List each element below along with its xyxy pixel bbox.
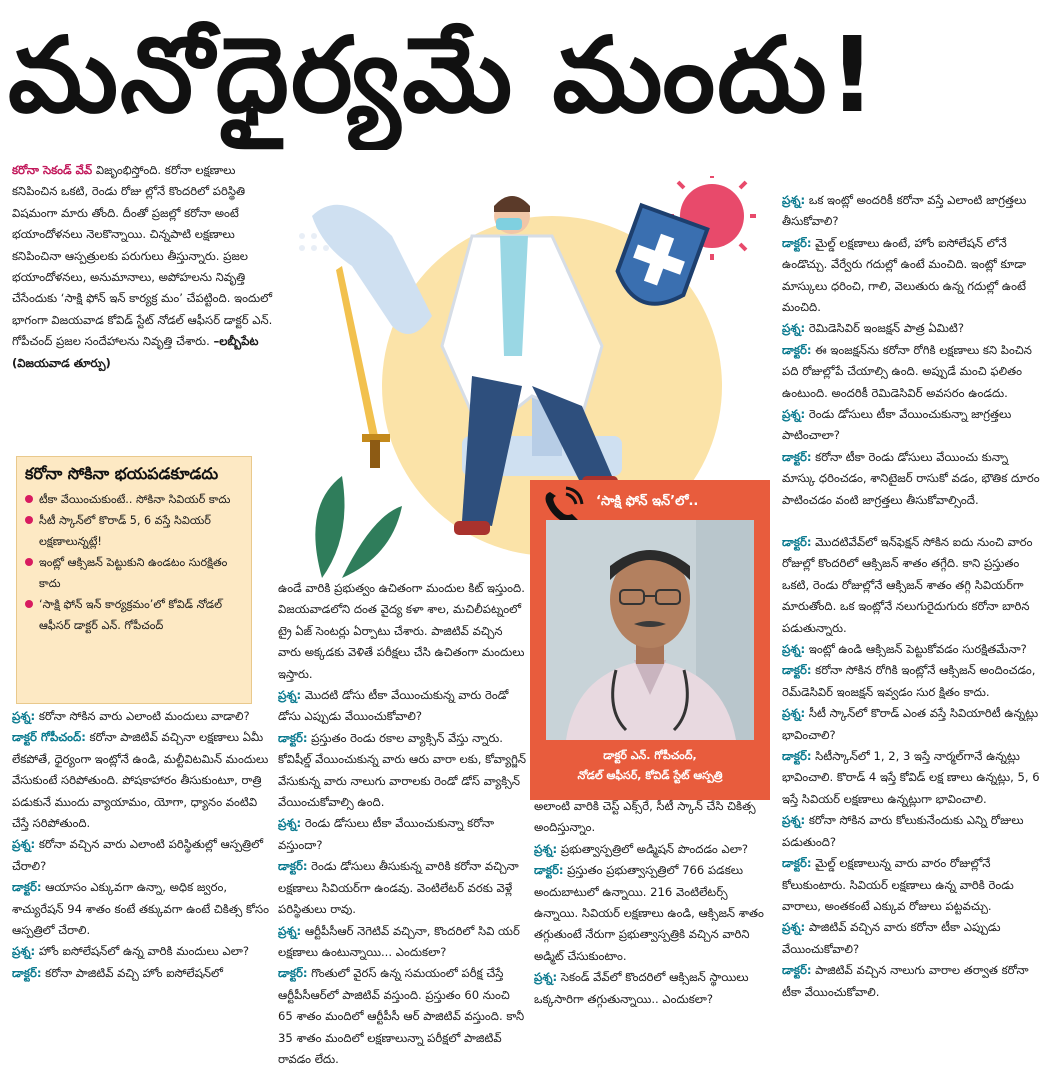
plant-leaves [315, 476, 402, 578]
qa-item [534, 967, 774, 1010]
answer-text: ఈ ఇంజక్షన్‌ను కరోనా రోగికి లక్షణాలు కని పించిన పది రోజుల్లోపే చేయాల్సి ఉంది. అప్పుడే మంచి ఫలితం ఉంటుంది. అందరికీ రెమిడెసివిర్ అవసరం ఉండదు. [782, 342, 1032, 400]
answer-label: డాక్టర్: [278, 966, 308, 981]
qa-item [782, 318, 1044, 339]
highlights-box [16, 456, 252, 704]
qa-item [12, 963, 274, 984]
question-label: ప్రశ్న: [534, 841, 558, 856]
phone-in-box [530, 480, 770, 800]
question-text: కరోనా వచ్చిన వారు ఎలాంటి పరిస్థితుల్లో ఆస్పత్రిలో చేరాలి? [12, 837, 264, 873]
question-text: పాజిటివ్ వచ్చిన వారు కరోనా టీకా ఎప్పుడు వేయించుకోవాలి? [782, 920, 1001, 956]
answer-text: సిటీస్కాన్‌లో 1, 2, 3 ఇస్తే నార్మల్‌గానే ఉన్నట్లు భావించాలి. కొరాడ్ 4 ఇస్తే కోవిడ్ లక్ష ణాలు ఉన్నట్లు, 5, 6 ఇస్తే సివియర్ లక్షణాలు ఉన్నట్లుగా భావించాలి. [782, 749, 1040, 806]
qa-item [782, 746, 1044, 810]
question-text: కరోనా సోకిన వారు ఎలాంటి మందులు వాడాలి? [35, 709, 250, 723]
qa-item [782, 810, 1044, 853]
answer-text: ఉండే వారికి ప్రభుత్వం ఉచితంగా మందుల కిట్ ఇస్తుంది. విజయవాడలోని దంత వైద్య కళా శాల, మచిలీపట్నంలో ట్రై ఏజ్ సెంటర్లు ఏర్పాటు చేశారు. పాజిటివ్ వచ్చిన వారు అక్కడకు వెళితే పరీక్షలు చేసి ఉచితంగా మందులు ఇస్తారు. [278, 581, 525, 681]
question-label: ప్రశ్న: [278, 688, 302, 703]
answer-label: డాక్టర్: [278, 859, 308, 874]
question-text: రెండు డోసులు టీకా వేయించుకున్నా జాగ్రత్తలు పాటించాలా? [782, 407, 1012, 443]
question-text: సీటీ స్కాన్‌లో కొరాడ్ ఎంత వస్తే సివియారిటీ ఉన్నట్లు భావించాలి? [782, 706, 1039, 742]
highlight-item [25, 510, 243, 552]
phone-in-title: ‘సాక్షి ఫోన్ ఇన్’లో.. [596, 494, 699, 509]
qa-item [12, 834, 274, 877]
answer-text: కరోనా టీకా రెండు డోసులు వేయించు కున్నా మాస్కు ధరించడం, శానిటైజర్ రాసుకో వడం, భౌతిక దూరం పాటించడం వంటి జాగ్రత్తలు తీసుకోవాల్సిందే. [782, 449, 1040, 507]
intro-paragraph [12, 160, 274, 374]
answer-text: ప్రస్తుతం ప్రభుత్వాస్పత్రిలో 766 పడకలు అందుబాటులో ఉన్నాయి. 216 వెంటిలేటర్స్ ఉన్నాయి. సివియర్ లక్షణాలు ఉండి, ఆక్సిజన్ శాతం తగ్గుతుంటే నేరుగా ప్రభుత్వాస్పత్రికి వచ్చిన వారిని అడ్మిట్ చేసుకుంటాం. [534, 863, 764, 963]
bullet-icon [25, 558, 33, 566]
microscope-arm [312, 205, 432, 334]
answer-text: గొంతులో వైరస్ ఉన్న సమయంలో పరీక్ష చేస్తే ఆర్టీపీసీఆర్‌లో పాజిటివ్ వస్తుంది. ప్రస్తుతం 60 నుంచి 65 శాతం మందిలో ఆర్టీపీసీ ఆర్ పాజిటివ్ వస్తుంది. కానీ 35 శాతం మందిలో లక్షణాలున్నా పరీక్షలో పాజిటివ్ రావడం లేదు. [278, 966, 525, 1066]
question-text: ఒక ఇంట్లో అందరికీ కరోనా వస్తే ఎలాంటి జాగ్రత్తలు తీసుకోవాలి? [782, 193, 1027, 229]
answer-text: ఆయాసం ఎక్కువగా ఉన్నా, అధిక జ్వరం, శాచ్యురేషన్ 94 శాతం కంటే తక్కువగా ఉంటే చికిత్స కోసం ఆస్పత్రిలో చేరాలి. [12, 880, 269, 938]
article-column-3 [534, 796, 774, 1010]
highlight-item [25, 552, 243, 594]
answer-label: డాక్టర్: [782, 963, 812, 978]
qa-item [534, 860, 774, 967]
photo-caption [536, 746, 764, 786]
doctor-photo [546, 520, 754, 740]
qa-item [278, 813, 528, 856]
qa-item [782, 340, 1044, 404]
headline: మనోధైర్యమే మందు! [8, 14, 878, 136]
question-text: రెండు డోసులు టీకా వేయించుకున్నా కరోనా వస్తుందా? [278, 816, 495, 852]
qa-item [12, 727, 274, 834]
answer-label: డాక్టర్: [278, 730, 308, 745]
highlight-text: సీటీ స్కాన్‌లో కొరాడ్ 5, 6 వస్తే సివియర్ లక్షణాలున్నట్లే! [39, 514, 211, 548]
qa-item [782, 639, 1044, 660]
question-label: ప్రశ్న: [12, 709, 36, 723]
question-text: సెకండ్ వేవ్‌లో కొందరిలో ఆక్సిజన్ స్థాయిలు ఒక్కసారిగా తగ్గుతున్నాయి.. ఎందుకలా? [534, 970, 749, 1006]
qa-item [782, 447, 1044, 511]
qa-item [782, 960, 1044, 1003]
question-label: ప్రశ్న: [782, 193, 806, 207]
question-text: రెమిడెసివిర్ ఇంజక్షన్ పాత్ర ఏమిటి? [805, 321, 964, 336]
qa-item [12, 877, 274, 941]
question-label: ప్రశ్న: [12, 837, 36, 852]
question-label: ప్రశ్న: [782, 920, 806, 935]
question-label: ప్రశ్న: [12, 944, 36, 959]
answer-text: రెండు డోసులు తీసుకున్న వారికి కరోనా వచ్చినా లక్షణాలు సివియర్‌గా ఉండవు. వెంటిలేటర్ వరకు వెళ్లే పరిస్థితులు రావు. [278, 859, 519, 917]
answer-label: డాక్టర్: [12, 880, 42, 895]
question-label: ప్రశ్న: [278, 923, 302, 938]
answer-label: డాక్టర్: [534, 863, 564, 878]
question-label: ప్రశ్న: [782, 813, 806, 828]
bullet-icon [25, 516, 33, 524]
intro-byline: –లబ్బీపేట (విజయవాడ తూర్పు) [12, 334, 259, 370]
highlight-item [25, 594, 243, 636]
article-column-1 [12, 706, 274, 984]
question-label: ప్రశ్న: [278, 816, 302, 831]
qa-item [12, 706, 274, 727]
article-column-4 [782, 190, 1044, 511]
answer-text: కరోనా పాజిటివ్ వచ్చి హోం ఐసోలేషన్‌లో [41, 965, 223, 980]
answer-text: పాజిటివ్ వచ్చిన నాలుగు వారాల తర్వాత కరోనా టీకా వేయించుకోవాలి. [782, 963, 1029, 999]
answer-text: మైల్డ్ లక్షణాలున్న వారు వారం రోజుల్లోనే కోలుకుంటారు. సివియర్ లక్షణాలు ఉన్న వారికి రెండు వారాలు, అంతకంటే ఎక్కువ రోజులు పట్టవచ్చు. [782, 856, 1014, 913]
caption-line: డాక్టర్ ఎన్. గోపీచంద్, [603, 749, 697, 762]
question-label: ప్రశ్న: [782, 706, 806, 721]
article-column-2 [278, 578, 528, 1070]
question-text: మొదటి డోసు టీకా వేయించుకున్న వారు రెండో డోసు ఎప్పుడు వేయించుకోవాలి? [278, 688, 509, 724]
qa-item [782, 660, 1044, 703]
qa-item [278, 856, 528, 920]
bullet-icon [25, 495, 33, 503]
qa-item [782, 233, 1044, 319]
qa-item [278, 963, 528, 1070]
answer-label: డాక్టర్: [782, 235, 812, 250]
question-text: హోం ఐసోలేషన్‌లో ఉన్న వారికి మందులు ఎలా? [35, 944, 250, 959]
answer-label: డాక్టర్: [782, 749, 812, 764]
question-label: ప్రశ్న: [534, 970, 558, 985]
question-label: ప్రశ్న: [782, 407, 806, 422]
article-column-5 [782, 532, 1044, 1003]
answer-label: డాక్టర్: [782, 342, 812, 357]
answer-label: డాక్టర్: [12, 965, 42, 980]
answer-label: డాక్టర్ గోపీచంద్: [12, 730, 86, 745]
qa-item [278, 728, 528, 814]
highlight-text: ‘సాక్షి ఫోన్ ఇన్ కార్యక్రమం’లో కోవిడ్ నోడల్ ఆఫీసర్ డాక్టర్ ఎన్. గోపీచంద్ [39, 598, 223, 632]
qa-item [12, 941, 274, 962]
question-text: ఇంట్లో ఉండి ఆక్సిజన్ పెట్టుకోవడం సురక్షితమేనా? [805, 642, 1027, 657]
answer-text: అలాంటి వారికి చెస్ట్ ఎక్స్‌రే, సీటీ స్కాన్ చేసి చికిత్స అందిస్తున్నాం. [534, 799, 756, 835]
highlights-title: కరోనా సోకినా భయపడకూడదు [25, 464, 219, 483]
answer-text: మొదటివేవ్‌లో ఇన్‌ఫెక్షన్ సోకిన ఐదు నుంచి వారం రోజుల్లో కొందరిలో ఆక్సిజన్ శాతం తగ్గేది. కాని ప్రస్తుతం ఒకటి, రెండు రోజుల్లోనే ఆక్సిజన్ శాతం తగ్గి సివియర్‌గా మారుతోంది. ఒక ఇంట్లోనే నలుగురైదుగురు కరోనా బారిన పడుతున్నారు. [782, 535, 1033, 635]
qa-item [782, 532, 1044, 639]
caption-line: నోడల్ ఆఫీసర్, కోవిడ్ స్టేట్ ఆస్పత్రి [577, 769, 723, 782]
bullet-icon [25, 600, 33, 608]
qa-item [782, 703, 1044, 746]
question-label: ప్రశ్న: [782, 321, 806, 336]
answer-label: డాక్టర్: [782, 663, 812, 678]
question-text: కరోనా సోకిన వారు కోలుకునేందుకు ఎన్ని రోజులు పడుతుంది? [782, 813, 1024, 849]
answer-text: కరోనా సోకిన రోగికి ఇంట్లోనే ఆక్సిజన్ అందించడం, రెమ్‌డెసివిర్ ఇంజక్షన్ ఇవ్వడం సుర క్షితం కాదు. [782, 663, 1036, 699]
qa-item [782, 190, 1044, 233]
question-label: ప్రశ్న: [782, 642, 806, 657]
qa-item [782, 917, 1044, 960]
answer-label: డాక్టర్: [782, 535, 812, 549]
answer-label: డాక్టర్: [782, 449, 812, 464]
answer-label: డాక్టర్: [782, 856, 812, 871]
qa-item [534, 839, 774, 860]
intro-text: విజృంభిస్తోంది. కరోనా లక్షణాలు కనిపించిన ఒకటి, రెండు రోజు ల్లోనే కొందరిలో పరిస్థితి విషమంగా మారు తోంది. దీంతో ప్రజల్లో కరోనా అంటే భయాందోళనలు నెలకొన్నాయి. చిన్నపాటి లక్షణాలు కనిపించినా ఆస్పత్రులకు పరుగులు తీస్తున్నారు. ప్రజల భయాందోళనలు, అనుమానాలు, అపోహలను నివృత్తి చేసేందుకు ‘సాక్షి ఫోన్ ఇన్ కార్యక్ర మం’ చేపట్టింది. ఇందులో భాగంగా విజయవాడ కోవిడ్ స్టేట్ నోడల్ ఆఫీసర్ డాక్టర్ ఎన్. గోపీచంద్ ప్రజల సందేహాలను నివృత్తి చేశారు. [12, 163, 273, 349]
answer-text: మైల్డ్ లక్షణాలు ఉంటే, హోం ఐసోలేషన్ లోనే ఉండొచ్చు. వేర్వేరు గదుల్లో ఉంటే మంచిది. ఇంట్లో కూడా మాస్కులు ధరించి, గాలి, వెలుతురు ఉన్న గదుల్లో ఉంటే మంచిది. [782, 235, 1027, 315]
question-text: ప్రభుత్వాస్పత్రిలో అడ్మిషన్ పొందడం ఎలా? [557, 841, 748, 856]
qa-item [782, 404, 1044, 447]
qa-item [278, 685, 528, 728]
highlight-text: టీకా వేయించుకుంటే.. సోకినా సివియర్ కాదు [39, 493, 231, 506]
answer-text: ప్రస్తుతం రెండు రకాల వ్యాక్సిన్ వేస్తు న్నారు. కోవిషీల్డ్ వేయించుకున్న వారు ఆరు వారా లకు, కోవ్యాగ్జిన్ వేసుకున్న వారు నాలుగు వారాలకు రెండో డోస్ వ్యాక్సిన్ వేయించుకోవాల్సి ఉంది. [278, 730, 527, 810]
highlight-text: ఇంట్లో ఆక్సిజన్ పెట్టుకుని ఉండటం సురక్షితం కాదు [39, 556, 228, 590]
answer-text: కరోనా పాజిటివ్ వచ్చినా లక్షణాలు ఏమీ లేకపోతే, ధైర్యంగా ఇంట్లోనే ఉండి, మల్టీవిటమిన్ మందులు వేసుకుంటే సరిపోతుంది. పోషకాహారం తీసుకుంటూ, రాత్రి పడుకునే ముందు వ్యాయామం, యోగా, ధ్యానం వంటివి చేస్తే సరిపోతుంది. [12, 730, 269, 831]
highlight-item [25, 489, 243, 510]
qa-item [782, 853, 1044, 917]
qa-item [278, 921, 528, 964]
question-text: ఆర్టీపీసీఆర్ నెగెటివ్ వచ్చినా, కొందరిలో సివి యర్ లక్షణాలు ఉంటున్నాయి... ఎందుకలా? [278, 923, 520, 959]
intro-lead: కరోనా సెకండ్ వేవ్ [12, 163, 93, 177]
